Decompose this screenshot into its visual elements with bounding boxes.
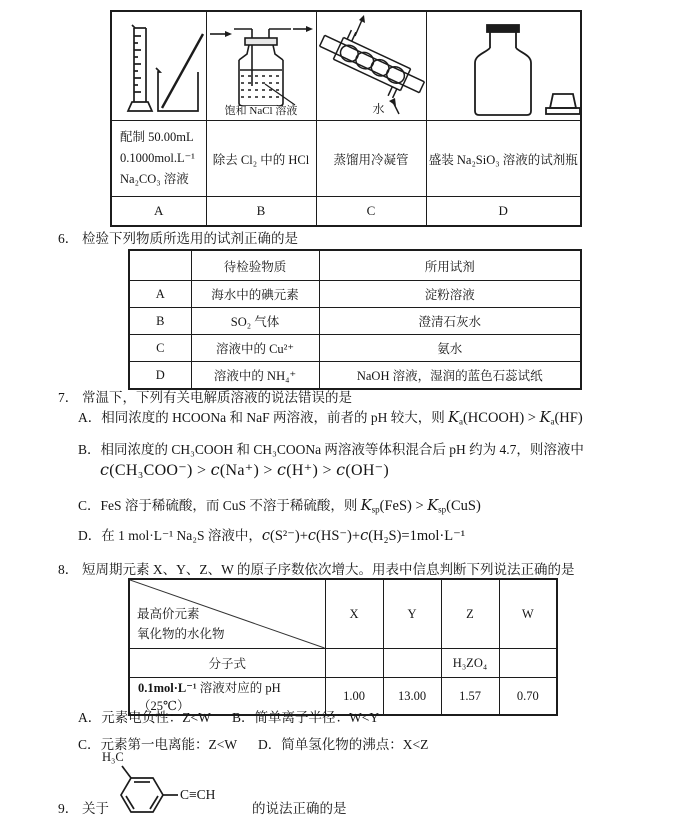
q8-corner-line2: 氧化物的水化物 bbox=[137, 627, 225, 641]
q6-opt-b: B bbox=[129, 308, 191, 335]
q8-ph-label-bold: 0.1mol·L⁻¹ bbox=[138, 681, 197, 695]
q8-option-b bbox=[232, 706, 379, 726]
q8-option-a-text: 元素电负性：Z<W bbox=[101, 710, 211, 725]
apparatus-cell-a bbox=[111, 11, 206, 121]
saturated-nacl-label: 饱和 NaCl 溶液 bbox=[224, 105, 298, 117]
reagent-bottle-icon bbox=[427, 12, 582, 120]
q7-option-a-text: 相同浓度的 HCOONa 和 NaF 两溶液，前者的 pH 较大，则 bbox=[101, 410, 449, 425]
q7-option-b bbox=[78, 438, 584, 458]
q6-row-c bbox=[129, 335, 581, 362]
q7-option-d-formula: c(S²⁻)+c(HS⁻)+c(H₂S)=1mol·L⁻¹ bbox=[261, 528, 466, 544]
q6-reagent-d: NaOH 溶液，湿润的蓝色石蕊试纸 bbox=[319, 362, 581, 390]
q8-option-d-text: 简单氢化物的沸点：X<Z bbox=[281, 737, 429, 752]
q8-ph-w: 0.70 bbox=[499, 678, 557, 716]
q6-row-d bbox=[129, 362, 581, 390]
q8-stem bbox=[58, 558, 575, 578]
desc-a-line3: Na₂CO₃ 溶液 bbox=[120, 172, 189, 186]
q6-number: 6． bbox=[58, 231, 79, 246]
q8-formula-w bbox=[499, 649, 557, 678]
gas-washing-bottle-icon bbox=[207, 12, 317, 106]
q9-suffix: 的说法正确的是 bbox=[252, 801, 347, 816]
q7-option-c-formula: Ksp(FeS) > Ksp(CuS) bbox=[360, 498, 481, 515]
q7-stem-text: 常温下，下列有关电解质溶液的说法错误的是 bbox=[82, 390, 352, 405]
q6-opt-d: D bbox=[129, 362, 191, 390]
q8-option-a-label: A． bbox=[78, 710, 102, 725]
q7-option-b-text: 相同浓度的 CH₃COOH 和 CH₃COONa 两溶液等体积混合后 pH 约为 4.7，则溶液中 bbox=[100, 442, 584, 457]
q7-option-d-text: 在 1 mol·L⁻¹ Na₂S 溶液中， bbox=[101, 528, 262, 543]
apparatus-cell-b bbox=[206, 11, 316, 121]
q6-header-reagent: 所用试剂 bbox=[319, 250, 581, 281]
q7-option-c-text: FeS 溶于稀硫酸，而 CuS 不溶于稀硫酸，则 bbox=[100, 498, 361, 513]
q7-option-b-label: B． bbox=[78, 442, 101, 457]
q8-ph-z: 1.57 bbox=[441, 678, 499, 716]
q9-structure bbox=[98, 750, 248, 820]
q8-ph-x: 1.00 bbox=[325, 678, 383, 716]
apparatus-letter-c: C bbox=[316, 197, 426, 227]
q8-corner-cell bbox=[129, 579, 325, 649]
q6-stem bbox=[58, 227, 298, 247]
q8-col-z: Z bbox=[441, 579, 499, 649]
apparatus-diagram-row bbox=[111, 11, 581, 121]
q8-stem-text: 短周期元素 X、Y、Z、W 的原子序数依次增大。用表中信息判断下列说法正确的是 bbox=[82, 562, 575, 577]
q7-option-a bbox=[78, 406, 583, 427]
q6-reagent-b: 澄清石灰水 bbox=[319, 308, 581, 335]
q9-prefix bbox=[58, 797, 109, 817]
apparatus-desc-d: 盛装 Na₂SiO₃ 溶液的试剂瓶 bbox=[426, 121, 581, 197]
q6-reagent-a: 淀粉溶液 bbox=[319, 281, 581, 308]
q7-stem bbox=[58, 386, 352, 406]
apparatus-desc-c: 蒸馏用冷凝管 bbox=[316, 121, 426, 197]
q8-option-c-label: C． bbox=[78, 737, 101, 752]
desc-a-line1: 配制 50.00mL bbox=[120, 130, 194, 144]
q8-ph-y: 13.00 bbox=[383, 678, 441, 716]
desc-a-line2: 0.1000mol.L⁻¹ bbox=[120, 151, 195, 165]
q8-option-d bbox=[258, 733, 428, 753]
q9-prefix-text: 关于 bbox=[82, 801, 109, 816]
apparatus-desc-b: 除去 Cl₂ 中的 HCl bbox=[206, 121, 316, 197]
q8-formula-y bbox=[383, 649, 441, 678]
apparatus-cell-d bbox=[426, 11, 581, 121]
q6-substance-a: 海水中的碘元素 bbox=[191, 281, 319, 308]
q8-col-y: Y bbox=[383, 579, 441, 649]
q8-option-b-label: B． bbox=[232, 710, 255, 725]
q8-formula-z: H₃ZO₄ bbox=[441, 649, 499, 678]
q6-header-substance: 待检验物质 bbox=[191, 250, 319, 281]
apparatus-letter-row bbox=[111, 197, 581, 227]
methyl-group-label: H₃C bbox=[102, 750, 124, 764]
q6-header-blank bbox=[129, 250, 191, 281]
q6-row-a bbox=[129, 281, 581, 308]
q6-substance-c: 溶液中的 Cu²⁺ bbox=[191, 335, 319, 362]
q6-row-b bbox=[129, 308, 581, 335]
ethynyl-group-label: C≡CH bbox=[180, 787, 216, 802]
apparatus-letter-b: B bbox=[206, 197, 316, 227]
graduated-cylinder-beaker-icon bbox=[112, 12, 207, 120]
apparatus-letter-d: D bbox=[426, 197, 581, 227]
q6-substance-d: 溶液中的 NH₄⁺ bbox=[191, 362, 319, 390]
q7-option-a-label: A． bbox=[78, 410, 102, 425]
apparatus-desc-a bbox=[111, 121, 206, 197]
q8-formula-x bbox=[325, 649, 383, 678]
q6-table bbox=[128, 249, 582, 390]
q6-reagent-c: 氨水 bbox=[319, 335, 581, 362]
apparatus-cell-c bbox=[316, 11, 426, 121]
q7-option-d bbox=[78, 524, 465, 545]
q8-formula-label: 分子式 bbox=[129, 649, 325, 678]
q6-opt-c: C bbox=[129, 335, 191, 362]
q7-option-a-formula: Ka(HCOOH) > Ka(HF) bbox=[448, 410, 583, 427]
apparatus-letter-a: A bbox=[111, 197, 206, 227]
q6-stem-text: 检验下列物质所选用的试剂正确的是 bbox=[82, 231, 298, 246]
q8-corner-text bbox=[137, 604, 225, 644]
q6-opt-a: A bbox=[129, 281, 191, 308]
q8-option-b-text: 简单离子半径：W<Y bbox=[254, 710, 380, 725]
q8-corner-line1: 最高价元素 bbox=[137, 607, 200, 621]
q8-number: 8． bbox=[58, 562, 79, 577]
q6-substance-b: SO₂ 气体 bbox=[191, 308, 319, 335]
q6-header-row bbox=[129, 250, 581, 281]
q7-number: 7． bbox=[58, 390, 79, 405]
q7-option-c-label: C． bbox=[78, 498, 101, 513]
q8-ph-label-rest: 溶液对应的 pH（25℃） bbox=[138, 681, 281, 713]
q8-option-a bbox=[78, 706, 211, 726]
q8-formula-row bbox=[129, 649, 557, 678]
q8-col-w: W bbox=[499, 579, 557, 649]
apparatus-table bbox=[110, 10, 582, 227]
q8-option-d-label: D． bbox=[258, 737, 282, 752]
q8-table bbox=[128, 578, 558, 716]
q9-number: 9． bbox=[58, 801, 79, 816]
q8-col-x: X bbox=[325, 579, 383, 649]
q7-option-c bbox=[78, 494, 481, 515]
q7-option-d-label: D． bbox=[78, 528, 102, 543]
q7-option-b-formula: c(CH₃COO⁻) > c(Na⁺) > c(H⁺) > c(OH⁻) bbox=[100, 460, 390, 479]
water-label: 水 bbox=[372, 102, 385, 116]
q8-option-c-text: 元素第一电离能：Z<W bbox=[100, 737, 238, 752]
condenser-icon bbox=[317, 12, 427, 120]
q8-header-row bbox=[129, 579, 557, 649]
apparatus-desc-row bbox=[111, 121, 581, 197]
